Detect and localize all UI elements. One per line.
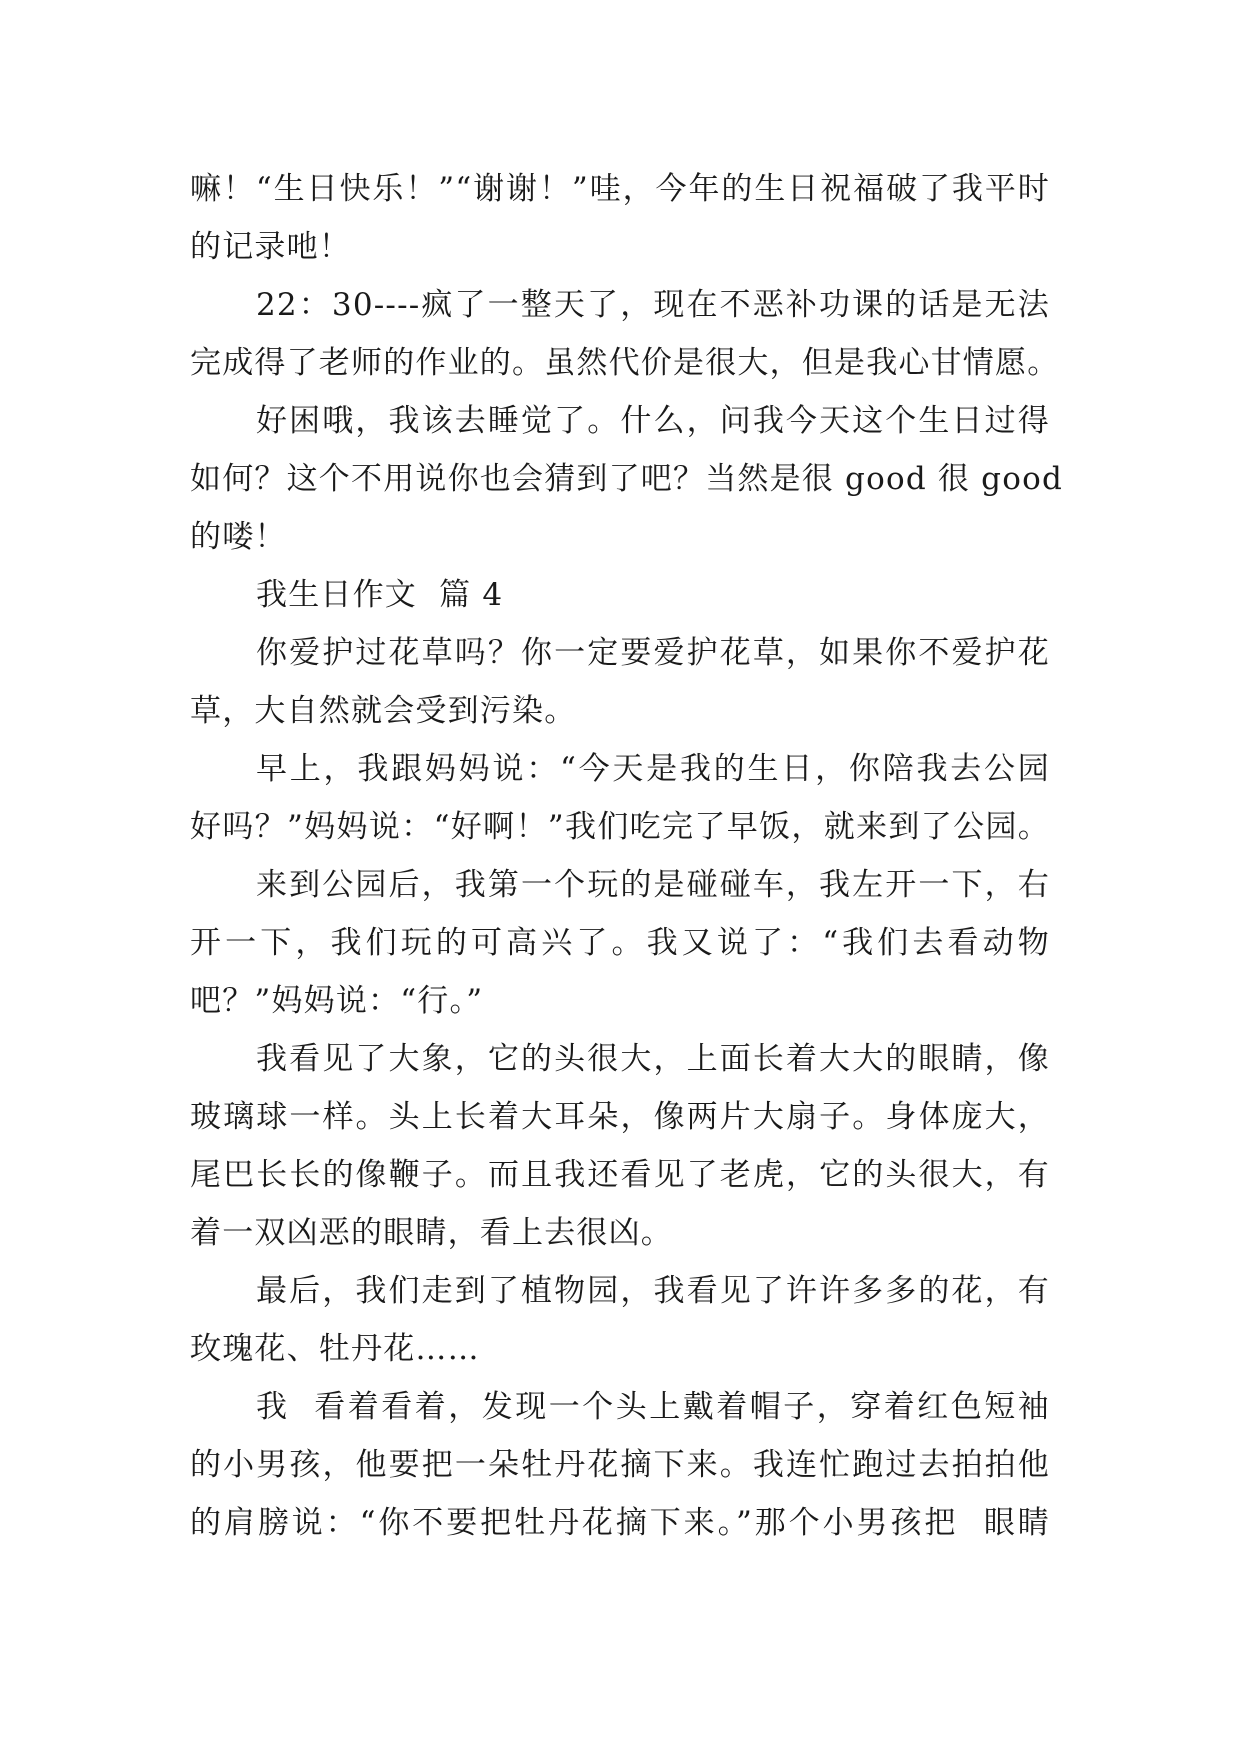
text-line: 的小男孩，他要把一朵牡丹花摘下来。我连忙跑过去拍拍他 <box>190 1447 1050 1483</box>
text-line: 的记录吔！ <box>190 229 351 265</box>
text-line: 吧？”妈妈说：“行。” <box>190 983 484 1019</box>
text-line: 玫瑰花、牡丹花…… <box>190 1331 480 1367</box>
text-line: 好吗？”妈妈说：“好啊！”我们吃完了早饭，就来到了公园。 <box>190 809 1050 845</box>
text-line: 玻璃球一样。头上长着大耳朵，像两片大扇子。身体庞大， <box>190 1099 1050 1135</box>
text-line: 早上，我跟妈妈说：“今天是我的生日，你陪我去公园 <box>256 751 1050 787</box>
document-page <box>190 160 1063 1552</box>
text-line: 最后，我们走到了植物园，我看见了许许多多的花，有 <box>256 1273 1050 1309</box>
text-line: 你爱护过花草吗？你一定要爱护花草，如果你不爱护花 <box>256 635 1050 671</box>
section-heading: 我生日作文 篇 4 <box>256 577 504 613</box>
text-line: 的肩膀说：“你不要把牡丹花摘下来。”那个小男孩把 眼睛 <box>190 1505 1050 1541</box>
text-line: 如何？这个不用说你也会猜到了吧？当然是很 good 很 good <box>190 461 1063 497</box>
text-line: 22：30----疯了一整天了，现在不恶补功课的话是无法 <box>256 287 1050 323</box>
text-line: 完成得了老师的作业的。虽然代价是很大，但是我心甘情愿。 <box>190 345 1060 381</box>
text-line: 来到公园后，我第一个玩的是碰碰车，我左开一下，右 <box>256 867 1050 903</box>
text-line: 着一双凶恶的眼睛，看上去很凶。 <box>190 1215 673 1251</box>
text-line: 草，大自然就会受到污染。 <box>190 693 577 729</box>
text-line: 好困哦，我该去睡觉了。什么，问我今天这个生日过得 <box>256 403 1050 439</box>
text-line: 开一下，我们玩的可高兴了。我又说了：“我们去看动物 <box>190 925 1050 961</box>
text-line: 尾巴长长的像鞭子。而且我还看见了老虎，它的头很大，有 <box>190 1157 1050 1193</box>
text-line: 我 看着看着，发现一个头上戴着帽子，穿着红色短袖 <box>256 1389 1050 1425</box>
text-line: 嘛！“生日快乐！”“谢谢！”哇，今年的生日祝福破了我平时 <box>190 171 1050 207</box>
text-line: 的喽！ <box>190 519 287 555</box>
text-line: 我看见了大象，它的头很大，上面长着大大的眼睛，像 <box>256 1041 1050 1077</box>
